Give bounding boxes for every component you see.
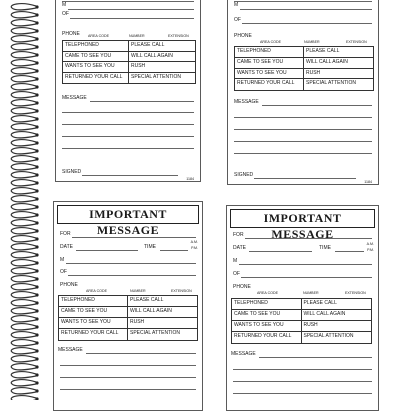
message-label: MESSAGE: [234, 99, 259, 105]
binding-hole: [35, 13, 38, 16]
spiral-coil: [11, 148, 36, 154]
binding-hole: [35, 29, 38, 32]
call-options-grid: [62, 40, 196, 84]
binding-hole: [35, 125, 38, 128]
signed-label: SIGNED: [234, 172, 254, 178]
message-slip-top-right: [227, 0, 379, 185]
special-attention-option[interactable]: SPECIAL ATTENTION: [306, 80, 357, 87]
date-label: DATE: [233, 245, 246, 251]
for-label: FOR: [60, 231, 71, 237]
binding-hole: [35, 141, 38, 144]
number-label: NUMBER: [303, 291, 319, 295]
binding-hole: [35, 389, 38, 392]
spiral-coil: [11, 140, 36, 146]
binding-hole: [35, 301, 38, 304]
will-call-again-option[interactable]: WILL CALL AGAIN: [128, 307, 197, 318]
spiral-coil: [11, 260, 36, 266]
spiral-coil: [11, 76, 36, 82]
spiral-coil: [11, 172, 36, 178]
wants-to-see-you-option[interactable]: WANTS TO SEE YOU: [232, 321, 302, 332]
binding-hole: [35, 117, 38, 120]
extension-label: EXTENSION: [171, 289, 192, 293]
spiral-coil: [11, 236, 36, 242]
rush-option[interactable]: RUSH: [128, 318, 197, 329]
binding-hole: [35, 157, 38, 160]
spiral-coil: [11, 180, 36, 186]
binding-hole: [35, 293, 38, 296]
binding-hole: [35, 181, 38, 184]
will-call-again-option[interactable]: WILL CALL AGAIN: [302, 310, 372, 321]
time-label: TIME: [319, 245, 331, 251]
spiral-coil: [11, 108, 36, 114]
signed-label: SIGNED: [62, 169, 82, 175]
for-label: FOR: [233, 232, 244, 238]
binding-hole: [35, 285, 38, 288]
please-call-option[interactable]: PLEASE CALL: [304, 47, 373, 58]
rush-option[interactable]: RUSH: [302, 321, 372, 332]
spiral-coil: [11, 156, 36, 162]
message-label: MESSAGE: [58, 347, 83, 353]
binding-hole: [35, 245, 38, 248]
binding-hole: [35, 109, 38, 112]
spiral-coil: [11, 228, 36, 234]
spiral-coil: [11, 164, 36, 170]
spiral-coil: [11, 60, 36, 66]
special-attention-option[interactable]: SPECIAL ATTENTION: [303, 333, 354, 339]
binding-hole: [35, 149, 38, 152]
spiral-coil: [11, 300, 36, 306]
spiral-coil: [11, 12, 36, 18]
binding-hole: [35, 349, 38, 352]
area-code-label: AREA CODE: [260, 40, 281, 44]
message-label: MESSAGE: [231, 351, 256, 357]
spiral-coil: [11, 252, 36, 258]
binding-hole: [35, 237, 38, 240]
binding-hole: [35, 269, 38, 272]
spiral-coil: [11, 36, 36, 42]
m-label: M: [62, 2, 67, 8]
spiral-coil: [11, 44, 36, 50]
binding-hole: [35, 381, 38, 384]
area-code-label: AREA CODE: [86, 289, 107, 293]
spiral-coil: [11, 212, 36, 218]
phone-label: PHONE: [62, 31, 80, 37]
phone-label: PHONE: [233, 284, 251, 290]
spiral-coil: [11, 28, 36, 34]
binding-hole: [35, 69, 38, 72]
phone-label: PHONE: [234, 33, 252, 39]
please-call-option[interactable]: PLEASE CALL: [302, 299, 372, 310]
spiral-coil: [11, 332, 36, 338]
area-code-label: AREA CODE: [257, 291, 278, 295]
m-label: M: [233, 258, 238, 264]
spiral-coil: [11, 284, 36, 290]
number-label: NUMBER: [130, 289, 146, 293]
will-call-again-option[interactable]: WILL CALL AGAIN: [129, 52, 195, 63]
message-slip-bottom-left: [53, 201, 203, 411]
binding-hole: [35, 277, 38, 280]
please-call-option[interactable]: PLEASE CALL: [129, 41, 195, 52]
binding-hole: [35, 85, 38, 88]
came-to-see-you-option[interactable]: CAME TO SEE YOU: [232, 310, 302, 321]
slip-title: IMPORTANT MESSAGE: [57, 205, 199, 224]
spiral-coil: [11, 52, 36, 58]
telephoned-option[interactable]: TELEPHONED: [232, 299, 302, 310]
binding-hole: [35, 101, 38, 104]
telephoned-option[interactable]: TELEPHONED: [235, 47, 304, 58]
spiral-coil: [11, 116, 36, 122]
spiral-coil: [11, 316, 36, 322]
of-label: OF: [233, 271, 240, 277]
binding-hole: [35, 365, 38, 368]
special-attention-option[interactable]: SPECIAL ATTENTION: [130, 330, 181, 336]
m-label: M: [60, 257, 65, 263]
call-options-grid: [58, 295, 198, 341]
spiral-coil: [11, 20, 36, 26]
spiral-coil: [11, 132, 36, 138]
spiral-coil: [11, 356, 36, 362]
telephoned-option[interactable]: TELEPHONED: [59, 296, 128, 307]
pm-label: P.M.: [367, 248, 374, 252]
number-label: NUMBER: [304, 40, 320, 44]
of-label: OF: [62, 11, 69, 17]
came-to-see-you-option[interactable]: CAME TO SEE YOU: [63, 52, 129, 63]
binding-hole: [35, 325, 38, 328]
spiral-coil: [11, 124, 36, 130]
returned-your-call-option[interactable]: RETURNED YOUR CALL: [235, 79, 304, 90]
am-label: A.M.: [366, 242, 374, 246]
spiral-coil: [11, 196, 36, 202]
binding-hole: [35, 333, 38, 336]
binding-hole: [35, 229, 38, 232]
special-attention-option[interactable]: SPECIAL ATTENTION: [131, 73, 182, 80]
binding-hole: [35, 253, 38, 256]
binding-hole: [35, 357, 38, 360]
wants-to-see-you-option[interactable]: WANTS TO SEE YOU: [63, 62, 129, 73]
binding-hole: [35, 221, 38, 224]
message-slip-bottom-right: [226, 205, 379, 411]
binding-hole: [35, 45, 38, 48]
binding-hole: [35, 341, 38, 344]
form-number: 1184: [364, 180, 372, 184]
spiral-coil: [11, 68, 36, 74]
returned-your-call-option[interactable]: RETURNED YOUR CALL: [63, 73, 129, 84]
call-options-grid: [234, 46, 374, 91]
spiral-coil: [11, 100, 36, 106]
spiral-coil: [11, 348, 36, 354]
binding-hole: [35, 309, 38, 312]
binding-hole: [35, 21, 38, 24]
of-label: OF: [234, 17, 241, 23]
call-options-grid: [231, 298, 372, 344]
extension-label: EXTENSION: [168, 34, 189, 38]
binding-hole: [35, 373, 38, 376]
telephoned-option[interactable]: TELEPHONED: [63, 41, 129, 52]
spiral-coil: [11, 4, 36, 10]
spiral-coil: [11, 188, 36, 194]
spiral-coil: [11, 244, 36, 250]
form-number: 1184: [186, 177, 194, 181]
message-label: MESSAGE: [62, 95, 87, 101]
binding-hole: [35, 317, 38, 320]
spiral-coil: [11, 308, 36, 314]
binding-hole: [35, 165, 38, 168]
spiral-coil: [11, 220, 36, 226]
returned-your-call-option[interactable]: RETURNED YOUR CALL: [59, 329, 128, 340]
returned-your-call-option[interactable]: RETURNED YOUR CALL: [232, 332, 302, 343]
binding-hole: [35, 93, 38, 96]
of-label: OF: [60, 269, 67, 275]
spiral-coil: [11, 84, 36, 90]
binding-hole: [35, 189, 38, 192]
spiral-coil: [11, 268, 36, 274]
spiral-coil: [11, 388, 36, 394]
binding-hole: [35, 77, 38, 80]
extension-label: EXTENSION: [345, 291, 366, 295]
came-to-see-you-option[interactable]: CAME TO SEE YOU: [59, 307, 128, 318]
pm-label: P.M.: [191, 246, 198, 250]
extension-label: EXTENSION: [346, 40, 367, 44]
binding-hole: [35, 213, 38, 216]
binding-hole: [35, 53, 38, 56]
spiral-coil: [11, 276, 36, 282]
am-label: A.M.: [190, 240, 198, 244]
spiral-coil: [11, 396, 36, 400]
spiral-coil: [11, 92, 36, 98]
binding-hole: [35, 205, 38, 208]
spiral-binding: [6, 0, 40, 400]
binding-hole: [35, 261, 38, 264]
slip-title: IMPORTANT MESSAGE: [230, 209, 375, 228]
please-call-option[interactable]: PLEASE CALL: [128, 296, 197, 307]
binding-hole: [35, 173, 38, 176]
binding-hole: [35, 61, 38, 64]
date-label: DATE: [60, 244, 73, 250]
spiral-coil: [11, 292, 36, 298]
message-slip-top-left: [55, 0, 201, 182]
wants-to-see-you-option[interactable]: WANTS TO SEE YOU: [59, 318, 128, 329]
spiral-coil: [11, 340, 36, 346]
m-label: M: [234, 2, 239, 8]
spiral-coil: [11, 324, 36, 330]
phone-label: PHONE: [60, 282, 78, 288]
binding-hole: [35, 5, 38, 8]
binding-hole: [35, 197, 38, 200]
spiral-coil: [11, 372, 36, 378]
area-code-label: AREA CODE: [88, 34, 109, 38]
spiral-coil: [11, 204, 36, 210]
binding-hole: [35, 133, 38, 136]
time-label: TIME: [144, 244, 156, 250]
wants-to-see-you-option[interactable]: WANTS TO SEE YOU: [235, 69, 304, 80]
number-label: NUMBER: [129, 34, 145, 38]
will-call-again-option[interactable]: WILL CALL AGAIN: [304, 58, 373, 69]
rush-option[interactable]: RUSH: [304, 69, 373, 80]
spiral-coil: [11, 380, 36, 386]
came-to-see-you-option[interactable]: CAME TO SEE YOU: [235, 58, 304, 69]
binding-hole: [35, 37, 38, 40]
spiral-coil: [11, 364, 36, 370]
rush-option[interactable]: RUSH: [129, 62, 195, 73]
